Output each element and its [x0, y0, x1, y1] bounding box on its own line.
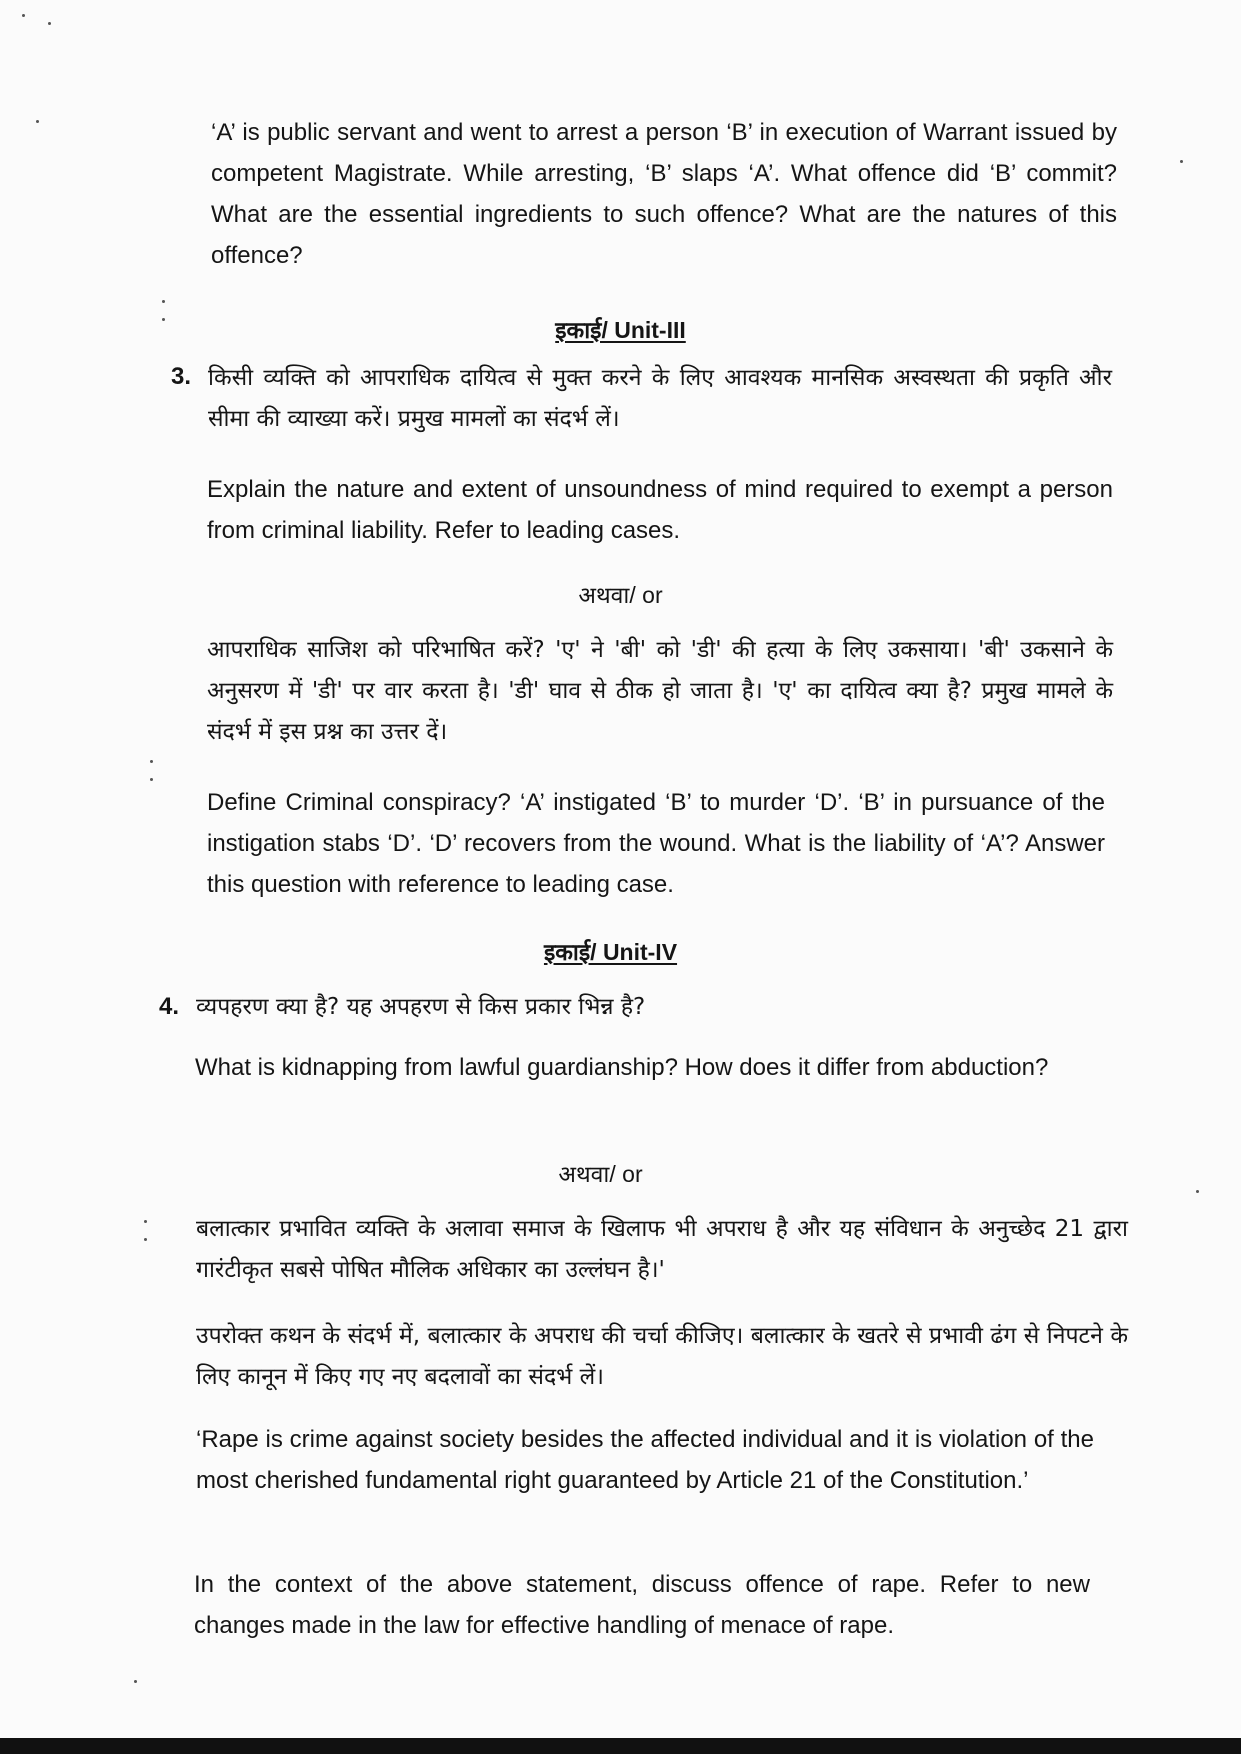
unit-3-or-separator: अथवा/ or	[578, 582, 663, 608]
question-4-hindi: व्यपहरण क्या है? यह अपहरण से किस प्रकार भिन्न है?	[196, 994, 646, 1020]
scan-speck	[162, 300, 165, 303]
scan-speck	[144, 1238, 147, 1241]
question-3-english: Explain the nature and extent of unsoundness of mind required to exempt a person from criminal liability. Refer to leading cases.	[207, 476, 1113, 544]
unit-4-heading: इकाई/ Unit-IV	[543, 939, 678, 965]
scan-speck	[150, 760, 153, 763]
scan-speck	[1180, 160, 1183, 163]
scan-speck	[1196, 1190, 1199, 1193]
question-4-alt-english-instruction: In the context of the above statement, discuss offence of rape. Refer to new changes made in the law for effective handling of menace of rape.	[194, 1571, 1090, 1639]
scan-speck	[144, 1220, 147, 1223]
scan-speck	[134, 1680, 137, 1683]
question-4-english: What is kidnapping from lawful guardianship? How does it differ from abduction?	[195, 1054, 1049, 1081]
scan-speck	[150, 778, 153, 781]
question-4-alt-hindi-statement: बलात्कार प्रभावित व्यक्ति के अलावा समाज के खिलाफ भी अपराध है और यह संविधान के अनुच्छेद 21 द्वारा गारंटीकृत सबसे पोषित मौलिक अधिकार का उल्लंघन है।'	[196, 1216, 1128, 1283]
question-4-alt-hindi-instruction: उपरोक्त कथन के संदर्भ में, बलात्कार के अपराध की चर्चा कीजिए। बलात्कार के खतरे से प्रभावी ढंग से निपटने के लिए कानून में किए गए नए बदलावों का संदर्भ लें।	[196, 1323, 1128, 1390]
question-3-number: 3.	[171, 363, 192, 390]
unit-4-or-separator: अथवा/ or	[558, 1161, 643, 1187]
unit-3-heading: इकाई/ Unit-III	[555, 317, 686, 343]
question-2-tail-english: ‘A’ is public servant and went to arrest a person ‘B’ in execution of Warrant issued by competent Magistrate. While arresting, ‘B’ slaps ‘A’. What offence did ‘B’ commit? What are the essential ingredients to such offence? What are the natures of this offence?	[211, 119, 1117, 269]
scan-speck	[48, 22, 51, 25]
scan-speck	[22, 14, 25, 17]
question-3-alt-english: Define Criminal conspiracy? ‘A’ instigated ‘B’ to murder ‘D’. ‘B’ in pursuance of the instigation stabs ‘D’. ‘D’ recovers from the wound. What is the liability of ‘A’? Answer this question with reference to leading case.	[207, 789, 1105, 898]
scan-speck	[36, 120, 39, 123]
question-3-alt-hindi: आपराधिक साजिश को परिभाषित करें? 'ए' ने 'बी' को 'डी' की हत्या के लिए उकसाया। 'बी' उकसाने के अनुसरण में 'डी' पर वार करता है। 'डी' घाव से ठीक हो जाता है। 'ए' का दायित्व क्या है? प्रमुख मामले के संदर्भ में इस प्रश्न का उत्तर दें।	[207, 637, 1113, 745]
question-4-number: 4.	[159, 993, 180, 1020]
question-3-hindi: किसी व्यक्ति को आपराधिक दायित्व से मुक्त करने के लिए आवश्यक मानसिक अस्वस्थता की प्रकृति और सीमा की व्याख्या करें। प्रमुख मामलों का संदर्भ लें।	[208, 365, 1112, 432]
question-4-alt-english-statement: ‘Rape is crime against society besides the affected individual and it is violation of the most cherished fundamental right guaranteed by Article 21 of the Constitution.’	[196, 1426, 1094, 1494]
